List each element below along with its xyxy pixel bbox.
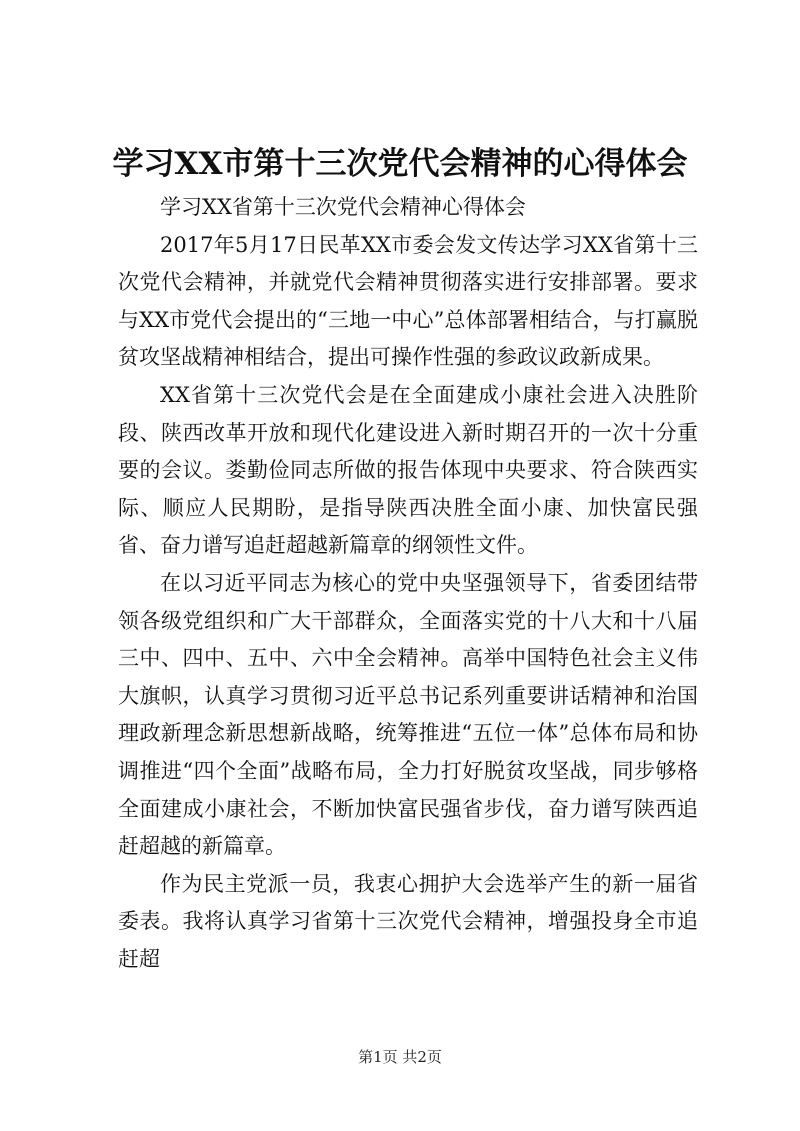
paragraph-2: XX省第十三次党代会是在全面建成小康社会进入决胜阶段、陕西改革开放和现代化建设进入新时期召开的一次十分重要的会议。娄勤俭同志所做的报告体现中央要求、符合陕西实际、顺应人民期盼，是指导陕西决胜全面小康、加快富民强省、奋力谱写追赶超越新篇章的纲领性文件。	[118, 382, 698, 558]
paragraph-3: 在以习近平同志为核心的党中央坚强领导下，省委团结带领各级党组织和广大干部群众，全面落实党的十八大和十八届三中、四中、五中、六中全会精神。高举中国特色社会主义伟大旗帜，认真学习贯彻习近平总书记系列重要讲话精神和治国理政新理念新思想新战略，统筹推进“五位一体”总体布局和协调推进“四个全面”战略布局，全力打好脱贫攻坚战，同步够格全面建成小康社会，不断加快富民强省步伐，奋力谱写陕西追赶超越的新篇章。	[118, 570, 698, 859]
paragraph-1: 2017年5月17日民革XX市委会发文传达学习XX省第十三次党代会精神，并就党代会精神贯彻落实进行安排部署。要求与XX市党代会提出的“三地一中心”总体部署相结合，与打赢脱贫攻坚战精神相结合，提出可操作性强的参政议政新成果。	[118, 232, 698, 370]
document-body	[118, 189, 698, 978]
paragraph-4: 作为民主党派一员，我衷心拥护大会选举产生的新一届省委表。我将认真学习省第十三次党代会精神，增强投身全市追赶超	[118, 871, 698, 971]
page-number-footer: 第1页 共2页	[358, 1048, 442, 1066]
document-subtitle: 学习XX省第十三次党代会精神心得体会	[160, 195, 526, 219]
document-title: 学习XX市第十三次党代会精神的心得体会	[112, 146, 688, 182]
